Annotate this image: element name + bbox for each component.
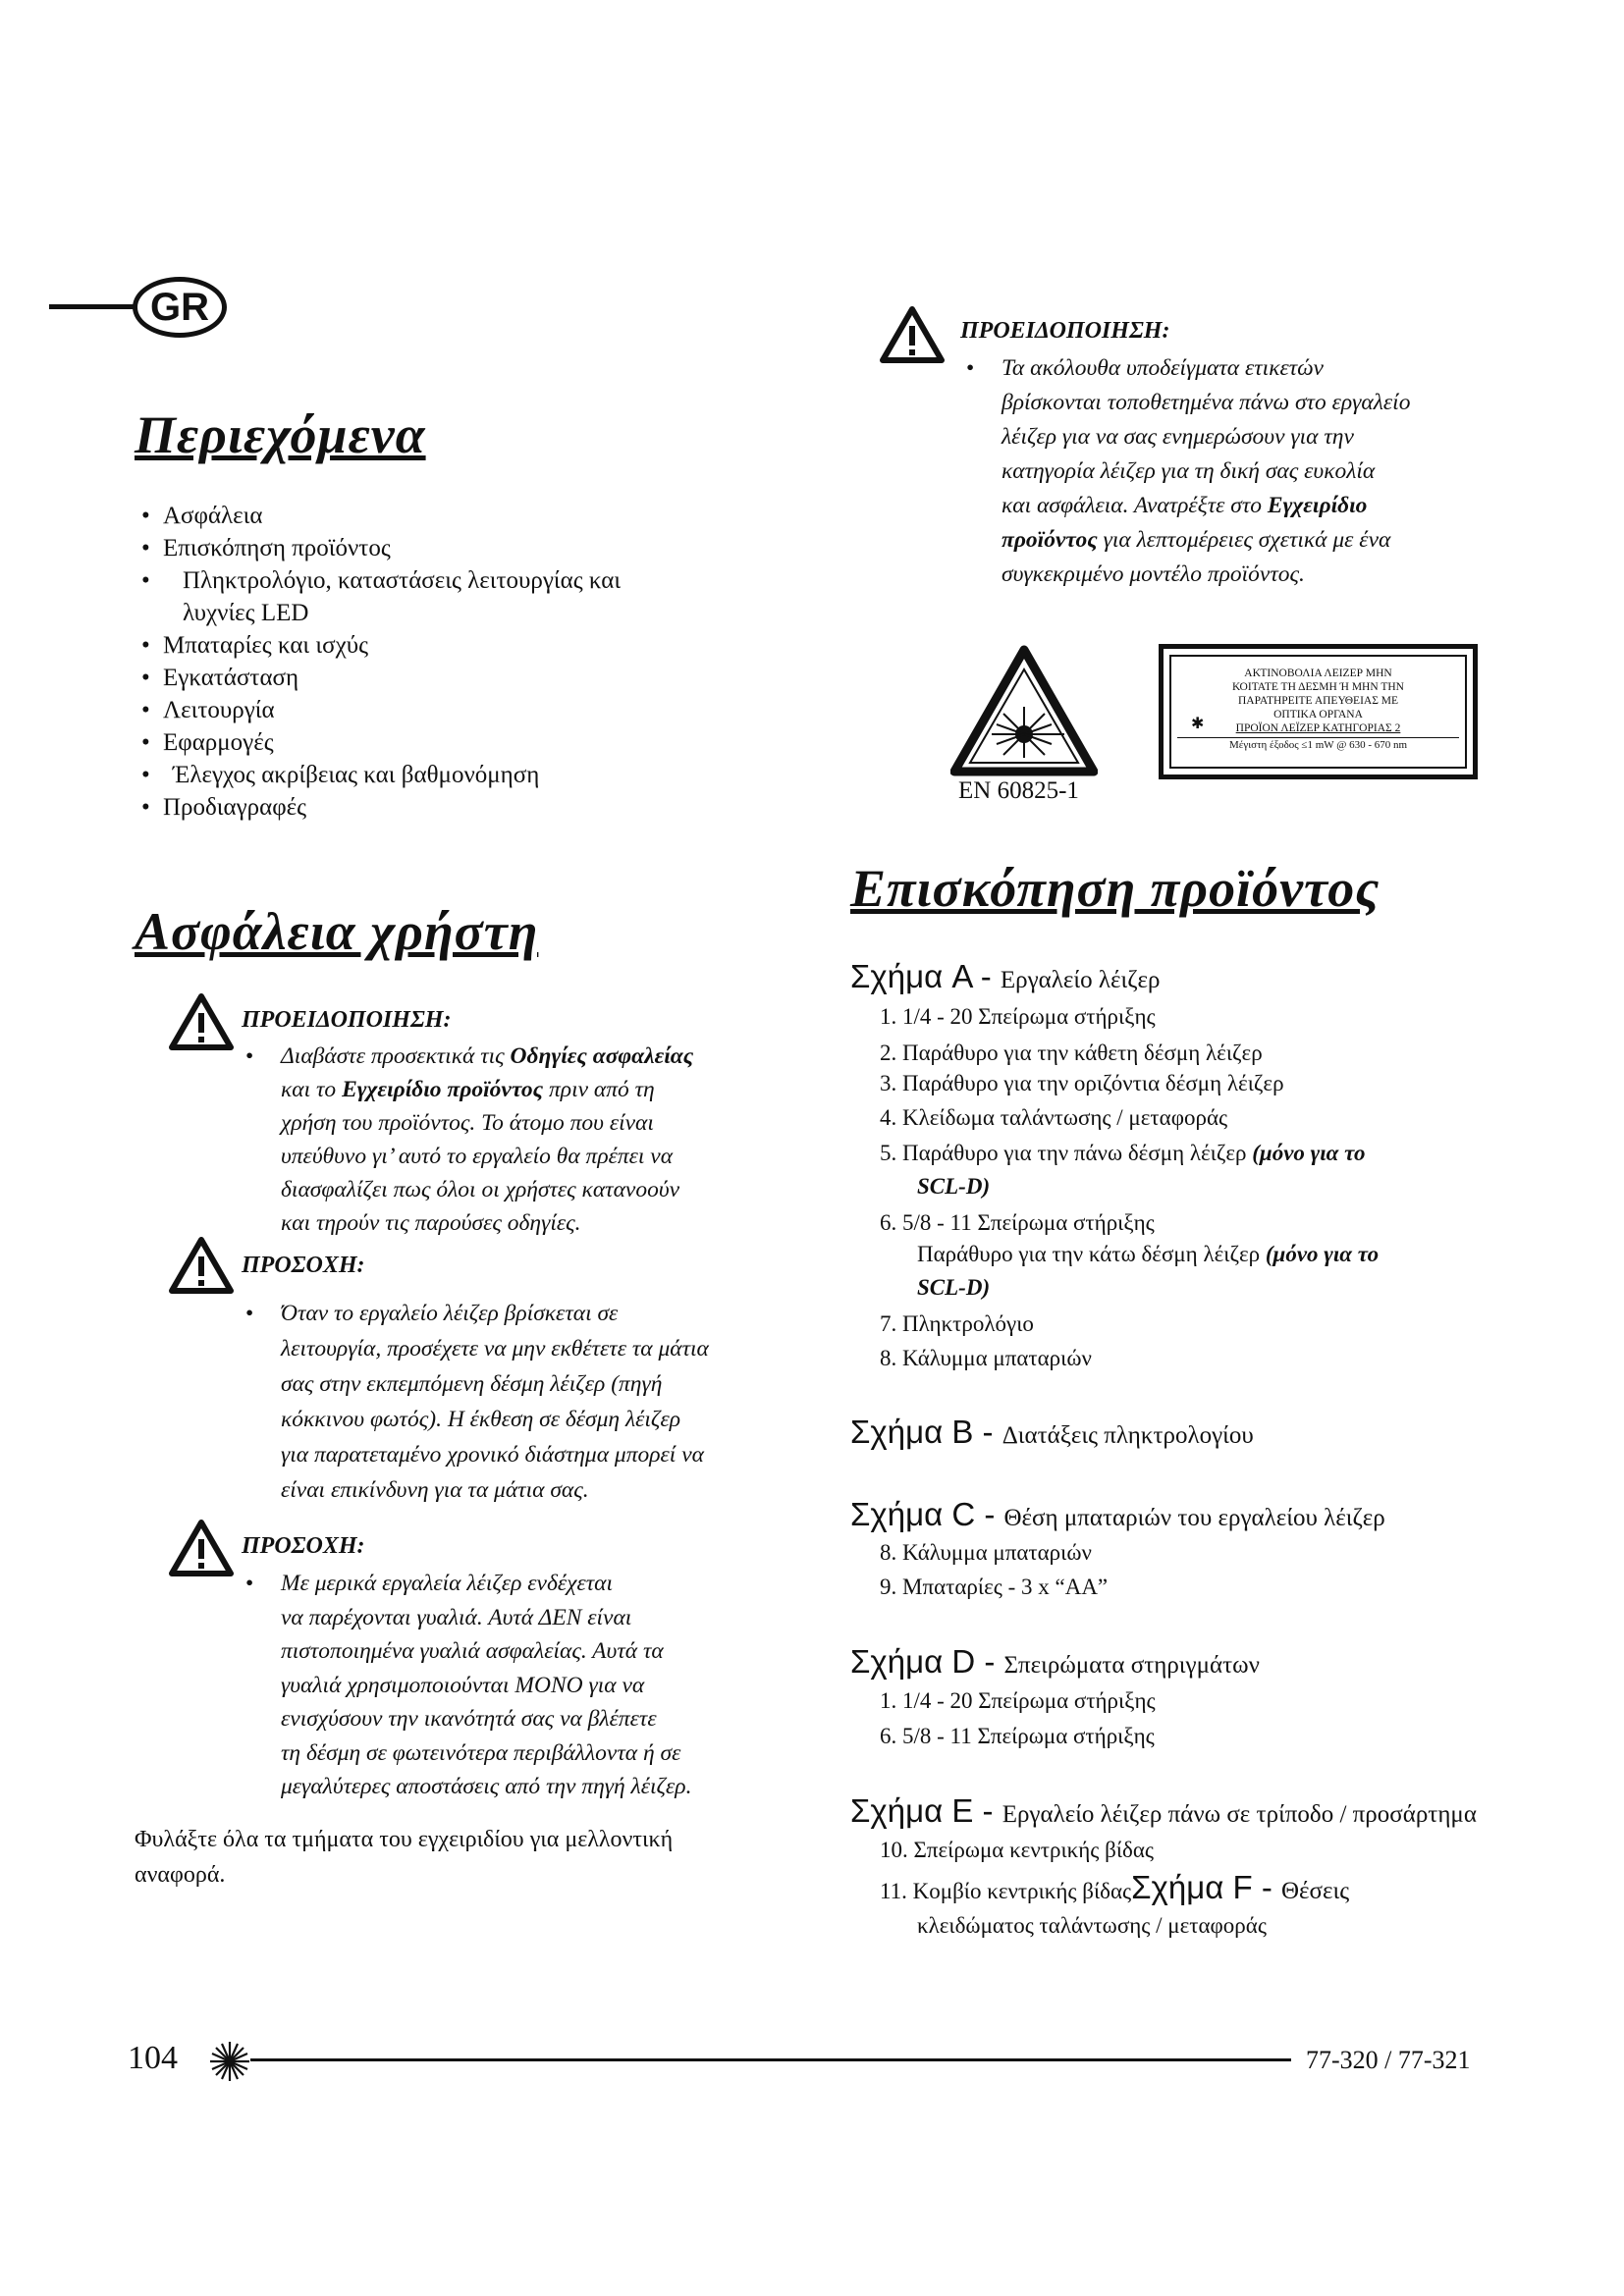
dash: - xyxy=(1252,1869,1281,1905)
label-output: Μέγιστη έξοδος ≤1 mW @ 630 - 670 nm xyxy=(1177,737,1459,752)
label-line: ΑΚΤΙΝΟΒΟΛΙΑ ΛΕΙΖΕΡ ΜΗΝ xyxy=(1244,667,1392,679)
text: και το xyxy=(281,1077,343,1102)
text: συγκεκριμένο μοντέλο προϊόντος. xyxy=(1001,561,1305,587)
figure-item xyxy=(880,1871,1349,1908)
warning-heading: ΠΡΟΕΙΔΟΠΟΙΗΣΗ: xyxy=(960,318,1170,344)
keep-manual-note xyxy=(135,1822,802,1893)
overview-title: Επισκόπηση προϊόντος xyxy=(850,859,1380,918)
text: διασφαλίζει πως όλοι οι χρήστες κατανοούν xyxy=(281,1177,680,1202)
laser-star-icon xyxy=(208,2040,251,2083)
warning-triangle-icon xyxy=(880,306,945,363)
figure-item: 1. 1/4 - 20 Σπείρωμα στήριξης xyxy=(880,1004,1156,1029)
figure-label: Σχήμα C xyxy=(850,1496,976,1532)
figure-label: Σχήμα E xyxy=(850,1792,974,1829)
bold-text: (μόνο για το xyxy=(1252,1141,1366,1165)
figure-desc: Θέσεις xyxy=(1280,1878,1350,1904)
text: πιστοποιημένα γυαλιά ασφαλείας. Αυτά τα xyxy=(281,1638,664,1664)
label-line: ΟΠΤΙΚΑ ΟΡΓΑΝΑ xyxy=(1273,709,1363,721)
contents-item: • Επισκόπηση προϊόντος xyxy=(137,532,766,564)
figure-a-heading xyxy=(850,960,1161,997)
contents-item: • Μπαταρίες και ισχύς xyxy=(137,629,766,662)
bold-text: προϊόντος xyxy=(1001,527,1098,553)
contents-item: • Πληκτρολόγιο, καταστάσεις λειτουργίας και xyxy=(137,564,766,597)
model-number: 77-320 / 77-321 xyxy=(1306,2046,1471,2074)
text: Με μερικά εργαλεία λέιζερ ενδέχεται xyxy=(281,1571,614,1596)
figure-item xyxy=(880,1137,1366,1169)
caution-text xyxy=(245,1567,811,1804)
text: υπεύθυνο γι’ αυτό το εργαλείο θα πρέπει να xyxy=(281,1144,674,1169)
figure-label: Σχήμα D xyxy=(850,1643,976,1680)
contents-item: • Ασφάλεια xyxy=(137,500,766,532)
figure-item: 7. Πληκτρολόγιο xyxy=(880,1311,1034,1336)
contents-item: • Έλεγχος ακρίβειας και βαθμονόμηση xyxy=(137,759,766,791)
caution-heading: ΠΡΟΣΟΧΗ: xyxy=(242,1533,365,1559)
text: λειτουργία, προσέχετε να μην εκθέτετε τα μάτια xyxy=(281,1336,709,1362)
dash: - xyxy=(975,1643,1004,1680)
caution-heading: ΠΡΟΣΟΧΗ: xyxy=(242,1253,365,1278)
laser-star-icon: ✱ xyxy=(1191,716,1205,732)
figure-item-cont: κλειδώματος ταλάντωσης / μεταφοράς xyxy=(917,1913,1267,1938)
language-tab xyxy=(133,277,227,338)
dash: - xyxy=(975,1496,1004,1532)
laser-label-inner xyxy=(1169,655,1467,769)
bold-text: Οδηγίες ασφαλείας xyxy=(510,1043,694,1069)
footer-rule xyxy=(250,2058,1291,2061)
text: Τα ακόλουθα υποδείγματα ετικετών xyxy=(1001,355,1324,381)
figure-label: Σχήμα B xyxy=(850,1414,974,1450)
figure-desc: Διατάξεις πληκτρολογίου xyxy=(1001,1422,1254,1449)
laser-hazard-icon xyxy=(950,644,1098,777)
figure-item: 3. Παράθυρο για την οριζόντια δέσμη λέιζερ xyxy=(880,1071,1284,1095)
text: μεγαλύτερες αποστάσεις από την πηγή λέιζερ. xyxy=(281,1774,692,1799)
text: Όταν το εργαλείο λέιζερ βρίσκεται σε xyxy=(281,1301,619,1326)
figure-desc: Σπειρώματα στηριγμάτων xyxy=(1003,1652,1260,1679)
text: αναφορά. xyxy=(135,1862,226,1888)
figure-desc: Εργαλείο λέιζερ πάνω σε τρίποδο / προσάρτημα xyxy=(1001,1801,1477,1828)
label-line: ΠΡΟΪΟΝ ΛΕΪΖΕΡ ΚΑΤΗΓΟΡΙΑΣ 2 xyxy=(1235,722,1401,734)
contents-item: • Προδιαγραφές xyxy=(137,791,766,824)
figure-e-heading xyxy=(850,1794,1477,1832)
text: Παράθυρο για την κάτω δέσμη λέιζερ xyxy=(917,1242,1266,1266)
laser-warning-label xyxy=(1159,644,1478,779)
text: κατηγορία λέιζερ για τη δική σας ευκολία xyxy=(1001,458,1376,484)
figure-item-cont: SCL-D) xyxy=(917,1174,991,1199)
text: χρήση του προϊόντος. Το άτομο που είναι xyxy=(281,1110,654,1136)
text: για λεπτομέρειες σχετικά με ένα xyxy=(1097,527,1391,553)
contents-item xyxy=(137,597,766,629)
text: να παρέχονται γυαλιά. Αυτά ΔΕΝ είναι xyxy=(281,1604,632,1630)
contents-list xyxy=(137,500,766,824)
safety-title: Ασφάλεια χρήστη xyxy=(135,902,539,961)
bullet-glyph: • xyxy=(245,1043,254,1069)
standard-label: EN 60825-1 xyxy=(958,777,1079,804)
figure-item-cont: SCL-D) xyxy=(917,1275,991,1300)
text: λέιζερ για να σας ενημερώσουν για την xyxy=(1001,424,1354,450)
figure-item: 9. Μπαταρίες - 3 x “AA” xyxy=(880,1575,1109,1599)
dash: - xyxy=(971,958,1001,994)
warning-triangle-icon xyxy=(169,1520,234,1576)
text: και ασφάλεια. Ανατρέξτε στο xyxy=(1001,493,1268,518)
text: Διαβάστε προσεκτικά τις xyxy=(281,1043,511,1069)
bold-text: Εγχειρίδιο προϊόντος xyxy=(342,1077,544,1102)
figure-label: Σχήμα F xyxy=(1131,1869,1253,1905)
warning-text xyxy=(966,351,1551,592)
figure-item: 6. 5/8 - 11 Σπείρωμα στήριξης xyxy=(880,1724,1155,1748)
contents-item: • Λειτουργία xyxy=(137,694,766,726)
label-line: ΚΟΙΤΑΤΕ ΤΗ ΔΕΣΜΗ Ή ΜΗΝ ΤΗΝ xyxy=(1232,681,1404,693)
text: και τηρούν τις παρούσες οδηγίες. xyxy=(281,1210,581,1236)
text: τη δέσμη σε φωτεινότερα περιβάλλοντα ή σε xyxy=(281,1739,681,1766)
text: γυαλιά χρησιμοποιούνται ΜΟΝΟ για να xyxy=(281,1672,645,1698)
bold-text: Εγχειρίδιο xyxy=(1267,493,1368,518)
text: κόκκινου φωτός). Η έκθεση σε δέσμη λέιζερ xyxy=(281,1407,680,1432)
figure-f-heading xyxy=(1131,1869,1350,1905)
figure-item: 8. Κάλυμμα μπαταριών xyxy=(880,1540,1092,1565)
bullet-glyph: • xyxy=(245,1571,254,1596)
warning-text xyxy=(245,1040,791,1240)
dash: - xyxy=(973,1792,1002,1829)
figure-c-heading xyxy=(850,1498,1385,1535)
warning-triangle-icon xyxy=(169,1237,234,1294)
dash: - xyxy=(973,1414,1002,1450)
figure-item: 8. Κάλυμμα μπαταριών xyxy=(880,1346,1092,1370)
text: 5. Παράθυρο για την πάνω δέσμη λέιζερ xyxy=(880,1141,1253,1165)
text: πριν από τη xyxy=(543,1077,655,1102)
text: ενισχύσουν την ικανότητά σας να βλέπετε xyxy=(281,1706,657,1732)
label-line: ΠΑΡΑΤΗΡΕΙΤΕ ΑΠΕΥΘΕΙΑΣ ΜΕ xyxy=(1237,695,1399,707)
bullet-glyph: • xyxy=(245,1301,254,1326)
contents-item: • Εφαρμογές xyxy=(137,726,766,759)
contents-title: Περιεχόμενα xyxy=(135,405,426,464)
text: για παρατεταμένο χρονικό διάστημα μπορεί να xyxy=(281,1442,704,1468)
bold-text: (μόνο για το xyxy=(1265,1242,1380,1266)
figure-desc: Εργαλείο λέιζερ xyxy=(1000,967,1161,993)
figure-label: Σχήμα A xyxy=(850,958,972,994)
figure-item: 1. 1/4 - 20 Σπείρωμα στήριξης xyxy=(880,1688,1156,1713)
caution-text xyxy=(245,1296,811,1508)
tab-line xyxy=(49,304,137,309)
text: Φυλάξτε όλα τα τμήματα του εγχειριδίου για μελλοντική xyxy=(135,1827,674,1852)
figure-item: 2. Παράθυρο για την κάθετη δέσμη λέιζερ xyxy=(880,1041,1263,1065)
bullet-glyph: • xyxy=(966,355,975,381)
contents-item-cont: λυχνίες LED xyxy=(183,600,309,626)
page-number: 104 xyxy=(128,2040,178,2076)
figure-desc: Θέση μπαταριών του εργαλείου λέιζερ xyxy=(1003,1505,1385,1531)
figure-item: 10. Σπείρωμα κεντρικής βίδας xyxy=(880,1838,1155,1862)
text: 11. Κομβίο κεντρικής βίδας xyxy=(880,1879,1132,1903)
text: είναι επικίνδυνη για τα μάτια σας. xyxy=(281,1477,589,1503)
text: σας στην εκπεμπόμενη δέσμη λέιζερ (πηγή xyxy=(281,1371,663,1397)
figure-b-heading xyxy=(850,1415,1254,1453)
warning-triangle-icon xyxy=(169,993,234,1050)
text: βρίσκονται τοποθετημένα πάνω στο εργαλείο xyxy=(1001,390,1411,415)
contents-item: • Εγκατάσταση xyxy=(137,662,766,694)
figure-item: 4. Κλείδωμα ταλάντωσης / μεταφοράς xyxy=(880,1105,1228,1130)
language-tab-label: GR xyxy=(150,285,209,329)
figure-d-heading xyxy=(850,1645,1260,1682)
label-class-line xyxy=(1177,716,1459,735)
warning-heading: ΠΡΟΕΙΔΟΠΟΙΗΣΗ: xyxy=(242,1007,452,1033)
figure-item-cont xyxy=(917,1238,1379,1270)
figure-item: 6. 5/8 - 11 Σπείρωμα στήριξης xyxy=(880,1210,1155,1235)
